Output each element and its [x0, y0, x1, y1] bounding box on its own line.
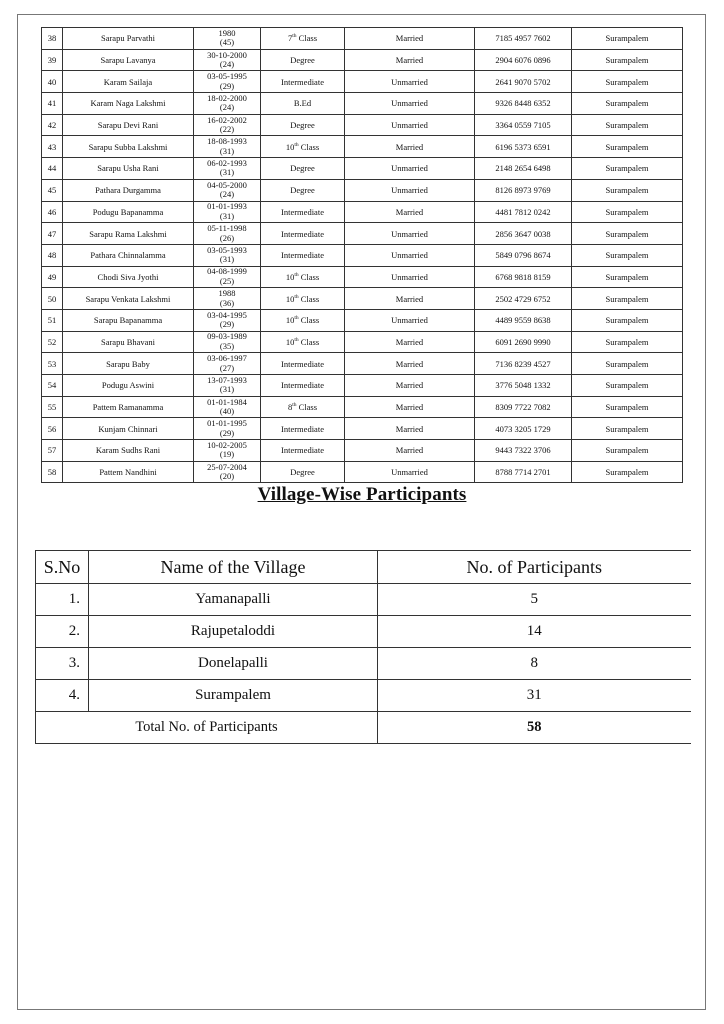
participant-name: Pathara Durgamma [63, 179, 194, 201]
village-participant-count: 14 [378, 616, 691, 648]
participant-age: (31) [219, 384, 235, 395]
participant-number: 38 [42, 28, 63, 50]
participant-number: 47 [42, 223, 63, 245]
participant-marital-status: Married [345, 375, 475, 397]
village-row [36, 648, 691, 680]
participant-village: Surampalem [572, 331, 683, 353]
participant-education [261, 114, 345, 136]
participant-age: (40) [219, 406, 235, 417]
participant-dob-age [194, 309, 261, 331]
participant-village: Surampalem [572, 136, 683, 158]
participant-phone: 6768 9818 8159 [475, 266, 572, 288]
participant-education [261, 353, 345, 375]
participant-name: Sarapu Baby [63, 353, 194, 375]
village-name: Rajupetaloddi [89, 616, 378, 648]
participant-dob-age [194, 396, 261, 418]
participant-dob-age [194, 440, 261, 462]
participant-dob-age [194, 266, 261, 288]
participant-marital-status: Married [345, 396, 475, 418]
participant-education [261, 158, 345, 180]
participant-dob: 18-08-1993 [207, 136, 247, 147]
participant-row [42, 266, 683, 288]
education-tail: Class [296, 402, 318, 413]
participant-phone: 6196 5373 6591 [475, 136, 572, 158]
total-value: 58 [378, 712, 691, 744]
participant-row [42, 396, 683, 418]
participant-village: Surampalem [572, 375, 683, 397]
participant-dob-age [194, 93, 261, 115]
participant-education [261, 179, 345, 201]
participant-dob-age [194, 331, 261, 353]
education-base: Degree [290, 467, 315, 478]
participant-village: Surampalem [572, 179, 683, 201]
village-sno: 4. [36, 680, 89, 712]
education-tail: Class [298, 293, 320, 304]
participant-phone: 8309 7722 7082 [475, 396, 572, 418]
participant-dob: 04-08-1999 [207, 266, 247, 277]
participant-age: (22) [219, 124, 235, 135]
participant-number: 55 [42, 396, 63, 418]
participant-dob: 1988 [218, 288, 236, 299]
participant-education [261, 440, 345, 462]
participant-dob: 16-02-2002 [207, 114, 247, 125]
participant-row [42, 179, 683, 201]
participant-dob: 25-07-2004 [207, 461, 247, 472]
participant-education [261, 136, 345, 158]
education-base: Intermediate [281, 358, 324, 369]
participant-village: Surampalem [572, 461, 683, 483]
participant-education [261, 266, 345, 288]
participant-number: 45 [42, 179, 63, 201]
participant-number: 56 [42, 418, 63, 440]
participant-phone: 4489 9559 8638 [475, 309, 572, 331]
participant-phone: 4481 7812 0242 [475, 201, 572, 223]
village-sno: 2. [36, 616, 89, 648]
education-base: Intermediate [281, 250, 324, 261]
participant-village: Surampalem [572, 93, 683, 115]
participant-row [42, 93, 683, 115]
participant-village: Surampalem [572, 49, 683, 71]
participant-number: 44 [42, 158, 63, 180]
participant-name: Karam Sudhs Rani [63, 440, 194, 462]
education-base: 7 [287, 33, 293, 44]
participant-education [261, 418, 345, 440]
education-base: Degree [290, 163, 315, 174]
participant-dob: 03-04-1995 [207, 309, 247, 320]
participant-name: Sarapu Devi Rani [63, 114, 194, 136]
participant-dob-age [194, 179, 261, 201]
education-base: 10 [285, 336, 295, 347]
total-label: Total No. of Participants [36, 712, 378, 744]
participant-phone: 5849 0796 8674 [475, 244, 572, 266]
participant-dob: 01-01-1995 [207, 418, 247, 429]
participant-number: 49 [42, 266, 63, 288]
participant-row [42, 49, 683, 71]
participant-row [42, 288, 683, 310]
education-suffix: th [292, 33, 297, 40]
participant-name: Pathara Chinnalamma [63, 244, 194, 266]
participant-phone: 4073 3205 1729 [475, 418, 572, 440]
participant-age: (31) [219, 167, 235, 178]
participant-row [42, 114, 683, 136]
participant-marital-status: Married [345, 440, 475, 462]
participant-dob: 05-11-1998 [207, 223, 247, 234]
participant-age: (29) [219, 319, 235, 330]
participant-dob-age [194, 288, 261, 310]
section-title: Village-Wise Participants [257, 484, 467, 505]
participant-phone: 8788 7714 2701 [475, 461, 572, 483]
participant-education [261, 331, 345, 353]
participant-marital-status: Unmarried [345, 266, 475, 288]
participant-name: Chodi Siva Jyothi [63, 266, 194, 288]
participant-marital-status: Unmarried [345, 223, 475, 245]
participant-dob-age [194, 418, 261, 440]
participant-dob: 30-10-2000 [207, 49, 247, 60]
participant-row [42, 201, 683, 223]
education-base: 10 [285, 141, 295, 152]
education-base: Intermediate [281, 76, 324, 87]
participant-marital-status: Unmarried [345, 461, 475, 483]
participant-name: Sarapu Lavanya [63, 49, 194, 71]
participant-number: 58 [42, 461, 63, 483]
participant-dob-age [194, 461, 261, 483]
participant-phone: 7136 8239 4527 [475, 353, 572, 375]
participant-dob: 09-03-1989 [207, 331, 247, 342]
header-sno: S.No [36, 551, 89, 584]
education-base: Intermediate [281, 380, 324, 391]
participant-dob-age [194, 223, 261, 245]
participant-marital-status: Married [345, 418, 475, 440]
participant-age: (31) [219, 210, 235, 221]
participant-dob-age [194, 28, 261, 50]
participant-education [261, 223, 345, 245]
village-name: Surampalem [89, 680, 378, 712]
participant-number: 48 [42, 244, 63, 266]
participant-dob: 01-01-1984 [207, 396, 247, 407]
participant-education [261, 93, 345, 115]
participant-marital-status: Married [345, 28, 475, 50]
participant-education [261, 244, 345, 266]
participant-dob-age [194, 353, 261, 375]
education-base: 10 [285, 315, 295, 326]
education-suffix: th [294, 315, 299, 322]
participant-marital-status: Married [345, 136, 475, 158]
participant-marital-status: Married [345, 201, 475, 223]
education-tail: Class [298, 141, 320, 152]
village-participant-count: 31 [378, 680, 691, 712]
participant-name: Sarapu Parvathi [63, 28, 194, 50]
education-base: 8 [287, 402, 293, 413]
participant-phone: 2641 9070 5702 [475, 71, 572, 93]
participant-education [261, 71, 345, 93]
participant-dob: 01-01-1993 [207, 201, 247, 212]
participant-village: Surampalem [572, 309, 683, 331]
participant-marital-status: Unmarried [345, 244, 475, 266]
education-base: Degree [290, 120, 315, 131]
participant-name: Karam Naga Lakshmi [63, 93, 194, 115]
village-row [36, 616, 691, 648]
participant-number: 51 [42, 309, 63, 331]
participant-name: Kunjam Chinnari [63, 418, 194, 440]
participant-marital-status: Unmarried [345, 158, 475, 180]
participant-number: 39 [42, 49, 63, 71]
education-base: Degree [290, 55, 315, 66]
participant-dob-age [194, 158, 261, 180]
participant-dob-age [194, 114, 261, 136]
participant-age: (45) [219, 37, 235, 48]
participants-table-body [42, 28, 683, 483]
participant-row [42, 375, 683, 397]
participant-phone: 2148 2654 6498 [475, 158, 572, 180]
participant-dob-age [194, 136, 261, 158]
participant-number: 46 [42, 201, 63, 223]
participant-age: (29) [219, 427, 235, 438]
participant-village: Surampalem [572, 288, 683, 310]
participant-row [42, 418, 683, 440]
participant-dob: 10-02-2005 [207, 439, 247, 450]
participant-name: Karam Sailaja [63, 71, 194, 93]
total-row [36, 712, 691, 744]
participant-name: Pattem Ramanamma [63, 396, 194, 418]
participant-row [42, 136, 683, 158]
participant-name: Sarapu Usha Rani [63, 158, 194, 180]
participant-number: 50 [42, 288, 63, 310]
participant-village: Surampalem [572, 353, 683, 375]
participant-village: Surampalem [572, 266, 683, 288]
participant-education [261, 396, 345, 418]
participant-phone: 2856 3647 0038 [475, 223, 572, 245]
participant-age: (31) [219, 254, 235, 265]
participant-number: 53 [42, 353, 63, 375]
participant-village: Surampalem [572, 223, 683, 245]
participant-number: 43 [42, 136, 63, 158]
participant-row [42, 331, 683, 353]
participant-village: Surampalem [572, 396, 683, 418]
participant-age: (24) [219, 102, 235, 113]
education-tail: Class [298, 336, 320, 347]
participant-dob: 03-05-1995 [207, 71, 247, 82]
education-suffix: th [294, 272, 299, 279]
participant-age: (19) [219, 449, 235, 460]
header-participants: No. of Participants [378, 551, 691, 584]
header-village: Name of the Village [89, 551, 378, 584]
participant-village: Surampalem [572, 28, 683, 50]
participant-dob-age [194, 201, 261, 223]
participant-village: Surampalem [572, 158, 683, 180]
education-base: 10 [285, 271, 295, 282]
participant-village: Surampalem [572, 201, 683, 223]
participant-age: (20) [219, 471, 235, 482]
participant-marital-status: Married [345, 288, 475, 310]
education-suffix: th [294, 141, 299, 148]
participant-dob: 1980 [218, 27, 236, 38]
participant-phone: 2904 6076 0896 [475, 49, 572, 71]
participant-phone: 7185 4957 7602 [475, 28, 572, 50]
participant-education [261, 375, 345, 397]
participant-name: Sarapu Bapanamma [63, 309, 194, 331]
participant-name: Sarapu Rama Lakshmi [63, 223, 194, 245]
participant-number: 42 [42, 114, 63, 136]
participant-age: (31) [219, 145, 235, 156]
participant-number: 41 [42, 93, 63, 115]
participant-dob-age [194, 244, 261, 266]
participant-dob: 18-02-2000 [207, 92, 247, 103]
participant-row [42, 158, 683, 180]
village-name: Yamanapalli [89, 584, 378, 616]
participant-age: (27) [219, 362, 235, 373]
participant-age: (24) [219, 189, 235, 200]
participant-phone: 3776 5048 1332 [475, 375, 572, 397]
participant-row [42, 309, 683, 331]
education-base: Intermediate [281, 206, 324, 217]
participant-age: (24) [219, 59, 235, 70]
participant-marital-status: Unmarried [345, 309, 475, 331]
education-tail: Class [296, 33, 318, 44]
education-tail: Class [298, 271, 320, 282]
participant-phone: 2502 4729 6752 [475, 288, 572, 310]
education-base: Intermediate [281, 423, 324, 434]
participant-village: Surampalem [572, 440, 683, 462]
village-row [36, 584, 691, 616]
participant-row [42, 461, 683, 483]
participant-number: 52 [42, 331, 63, 353]
participant-phone: 9326 8448 6352 [475, 93, 572, 115]
participant-dob-age [194, 71, 261, 93]
participant-marital-status: Unmarried [345, 93, 475, 115]
village-participant-count: 5 [378, 584, 691, 616]
participant-phone: 3364 0559 7105 [475, 114, 572, 136]
participant-number: 40 [42, 71, 63, 93]
participant-row [42, 440, 683, 462]
participant-dob: 06-02-1993 [207, 157, 247, 168]
village-sno: 1. [36, 584, 89, 616]
participant-dob: 03-05-1993 [207, 244, 247, 255]
participant-village: Surampalem [572, 244, 683, 266]
education-base: Intermediate [281, 445, 324, 456]
participant-dob-age [194, 49, 261, 71]
participant-education [261, 288, 345, 310]
participant-number: 54 [42, 375, 63, 397]
village-sno: 3. [36, 648, 89, 680]
participant-village: Surampalem [572, 114, 683, 136]
education-base: Degree [290, 185, 315, 196]
participants-table [41, 27, 683, 483]
participant-row [42, 353, 683, 375]
participant-dob: 03-06-1997 [207, 353, 247, 364]
participant-education [261, 201, 345, 223]
education-tail: Class [298, 315, 320, 326]
participant-name: Podugu Bapanamma [63, 201, 194, 223]
participant-age: (29) [219, 80, 235, 91]
participant-phone: 8126 8973 9769 [475, 179, 572, 201]
participant-age: (35) [219, 340, 235, 351]
participant-marital-status: Unmarried [345, 114, 475, 136]
village-table-header [36, 551, 691, 584]
participant-dob: 04-05-2000 [207, 179, 247, 190]
village-name: Donelapalli [89, 648, 378, 680]
participant-age: (25) [219, 275, 235, 286]
participant-phone: 6091 2690 9990 [475, 331, 572, 353]
participant-row [42, 28, 683, 50]
education-base: 10 [285, 293, 295, 304]
participant-name: Sarapu Bhavani [63, 331, 194, 353]
participant-education [261, 461, 345, 483]
participant-name: Sarapu Venkata Lakshmi [63, 288, 194, 310]
participant-education [261, 28, 345, 50]
village-participant-count: 8 [378, 648, 691, 680]
education-suffix: th [294, 293, 299, 300]
participant-marital-status: Married [345, 331, 475, 353]
participant-marital-status: Married [345, 49, 475, 71]
participant-name: Podugu Aswini [63, 375, 194, 397]
participant-number: 57 [42, 440, 63, 462]
participant-marital-status: Married [345, 353, 475, 375]
participant-phone: 9443 7322 3706 [475, 440, 572, 462]
education-suffix: th [294, 337, 299, 344]
village-row [36, 680, 691, 712]
participant-village: Surampalem [572, 418, 683, 440]
village-table-body [36, 551, 691, 744]
participant-row [42, 223, 683, 245]
participant-name: Pattem Nandhini [63, 461, 194, 483]
participant-village: Surampalem [572, 71, 683, 93]
participant-dob: 13-07-1993 [207, 374, 247, 385]
participant-education [261, 309, 345, 331]
education-base: B.Ed [293, 98, 312, 109]
village-wise-table [35, 550, 691, 744]
participant-name: Sarapu Subba Lakshmi [63, 136, 194, 158]
participant-marital-status: Unmarried [345, 71, 475, 93]
participant-row [42, 71, 683, 93]
education-suffix: th [292, 402, 297, 409]
participant-age: (26) [219, 232, 235, 243]
participant-education [261, 49, 345, 71]
participant-age: (36) [219, 297, 235, 308]
education-base: Intermediate [281, 228, 324, 239]
participant-row [42, 244, 683, 266]
participant-dob-age [194, 375, 261, 397]
participant-marital-status: Unmarried [345, 179, 475, 201]
